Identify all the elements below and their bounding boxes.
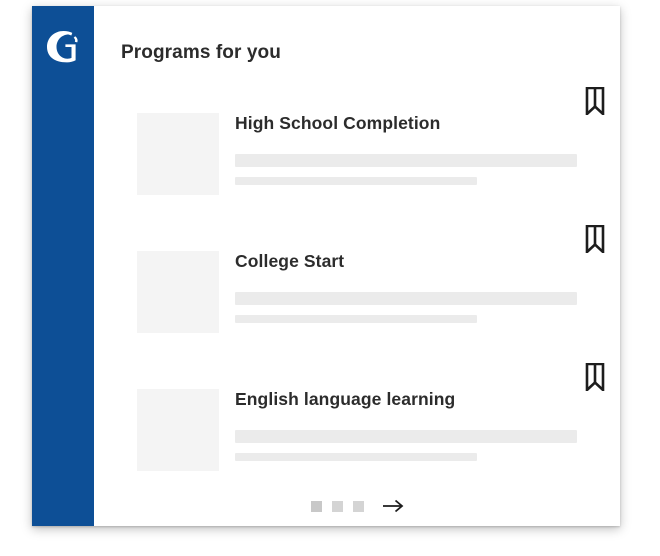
bookmark-icon[interactable] — [585, 363, 605, 391]
text-placeholder-line — [235, 292, 577, 305]
main-panel — [94, 6, 620, 526]
pagination-dot-1[interactable] — [311, 501, 322, 512]
list-item[interactable] — [94, 96, 620, 234]
list-item-body — [235, 389, 596, 461]
bookmark-icon[interactable] — [585, 225, 605, 253]
list-item-title: High School Completion — [235, 113, 441, 133]
sidebar-rail — [32, 6, 94, 526]
text-placeholder-line — [235, 453, 477, 461]
page-title: Programs for you — [121, 42, 281, 63]
text-placeholder-line — [235, 430, 577, 443]
list-item-body — [235, 251, 596, 323]
image-placeholder — [137, 251, 219, 333]
bookmark-icon[interactable] — [585, 87, 605, 115]
program-card-window — [32, 6, 620, 526]
pagination — [94, 498, 620, 514]
arrow-right-icon[interactable] — [382, 498, 404, 514]
list-item[interactable] — [94, 372, 620, 510]
text-placeholder-line — [235, 154, 577, 167]
list-item-body — [235, 113, 596, 185]
list-item-title: English language learning — [235, 389, 456, 409]
image-placeholder — [137, 113, 219, 195]
institution-logo-icon[interactable] — [44, 28, 84, 68]
pagination-dot-2[interactable] — [332, 501, 343, 512]
image-placeholder — [137, 389, 219, 471]
list-item-title: College Start — [235, 251, 345, 271]
text-placeholder-line — [235, 315, 477, 323]
list-item[interactable] — [94, 234, 620, 372]
text-placeholder-line — [235, 177, 477, 185]
program-list — [94, 96, 620, 510]
pagination-dot-3[interactable] — [353, 501, 364, 512]
